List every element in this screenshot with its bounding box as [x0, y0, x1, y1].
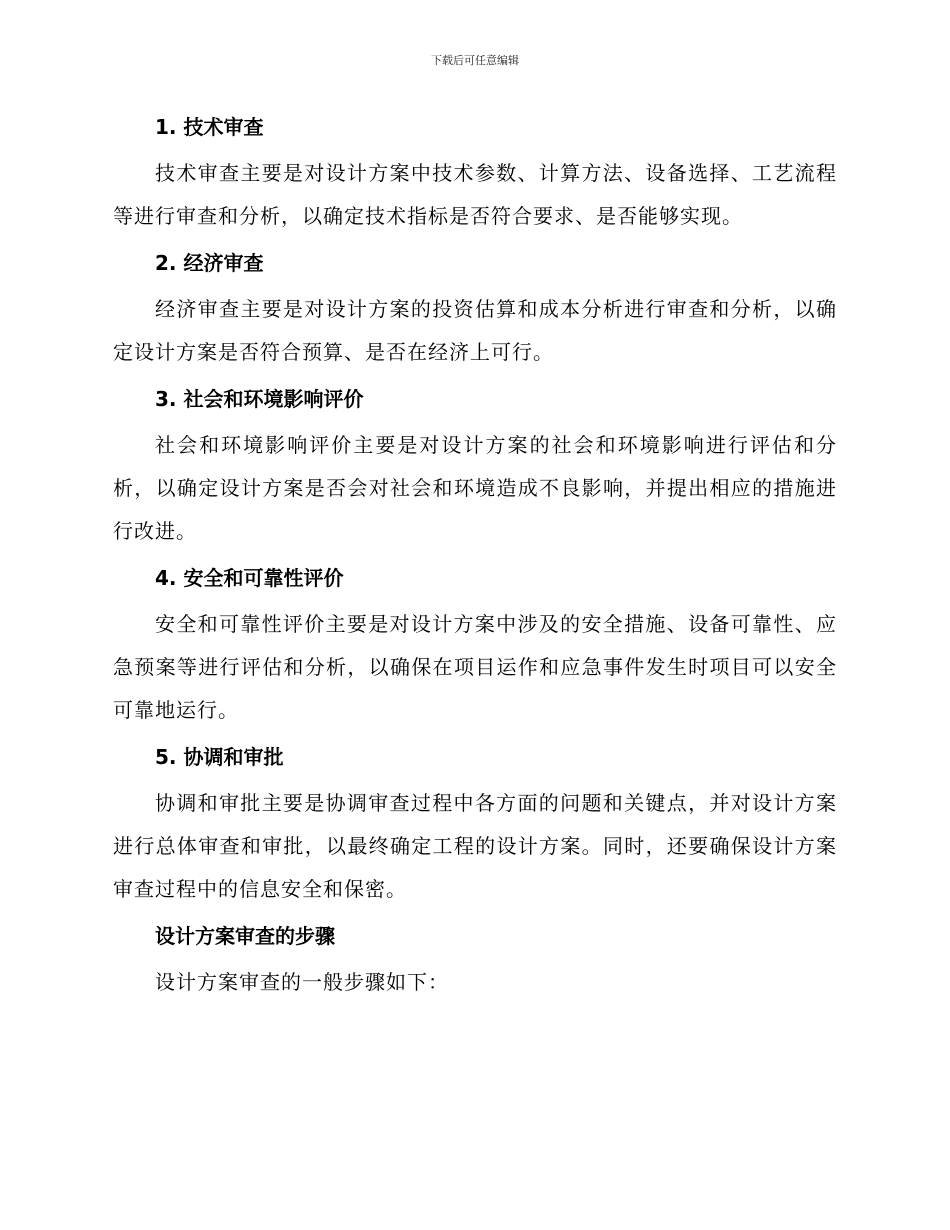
paragraph-coordination-approval: 协调和审批主要是协调审查过程中各方面的问题和关键点，并对设计方案进行总体审查和审批，以最终确定工程的设计方案。同时，还要确保设计方案审查过程中的信息安全和保密。: [113, 791, 837, 901]
section-heading-review-steps: 设计方案审查的步骤: [155, 924, 335, 948]
paragraph-economic-review: 经济审查主要是对设计方案的投资估算和成本分析进行审查和分析，以确定设计方案是否符合预算、是否在经济上可行。: [113, 297, 837, 364]
paragraph-technical-review: 技术审查主要是对设计方案中技术参数、计算方法、设备选择、工艺流程等进行审查和分析，以确定技术指标是否符合要求、是否能够实现。: [113, 161, 837, 228]
document-body: [113, 110, 837, 1012]
page-header: 下载后可任意编辑: [431, 54, 519, 67]
paragraph-social-environmental: 社会和环境影响评价主要是对设计方案的社会和环境影响进行评估和分析，以确定设计方案是否会对社会和环境造成不良影响，并提出相应的措施进行改进。: [113, 433, 837, 543]
section-heading-economic-review: 2. 经济审查: [155, 251, 264, 275]
section-heading-social-environmental: 3. 社会和环境影响评价: [155, 387, 364, 411]
paragraph-safety-reliability: 安全和可靠性评价主要是对设计方案中涉及的安全措施、设备可靠性、应急预案等进行评估和分析，以确保在项目运作和应急事件发生时项目可以安全可靠地运行。: [113, 612, 837, 722]
section-heading-technical-review: 1. 技术审查: [155, 115, 264, 139]
paragraph-review-steps: 设计方案审查的一般步骤如下：: [155, 970, 449, 994]
section-heading-coordination-approval: 5. 协调和审批: [155, 745, 284, 769]
section-heading-safety-reliability: 4. 安全和可靠性评价: [155, 566, 344, 590]
